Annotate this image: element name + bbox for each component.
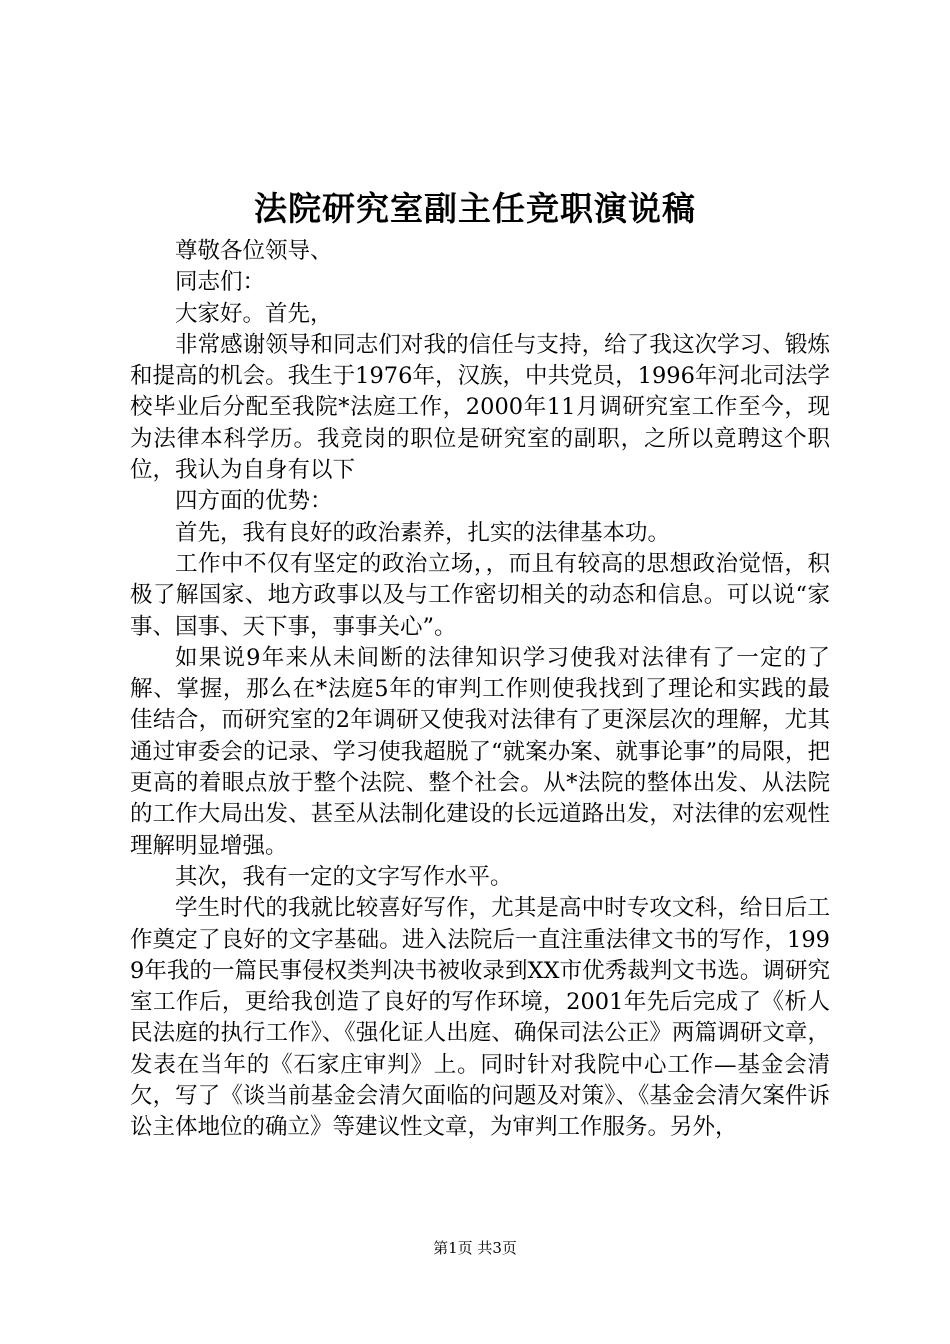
document-body [130,236,830,1144]
page-footer: 第1页 共3页 [433,1239,517,1257]
paragraph-greeting-2: 同志们： [175,269,266,296]
paragraph-greeting-1: 尊敬各位领导、 [175,238,333,264]
paragraph-political-awareness: 工作中不仅有坚定的政治立场，，而且有较高的思想政治觉悟，积极了解国家、地方政事以及与工作密切相关的动态和信息。可以说“家事、国事、天下事，事事关心”。 [130,550,830,640]
paragraph-advantages-heading: 四方面的优势： [175,488,333,515]
document-title: 法院研究室副主任竞职演说稿 [254,189,696,228]
paragraph-writing-experience: 学生时代的我就比较喜好写作，尤其是高中时专攻文科，给日后工作奠定了良好的文字基础。进入法院后一直注重法律文书的写作，1999年我的一篇民事侵权类判决书被收录到XX市优秀裁判文书选。调研究室工作后，更给我创造了良好的写作环境，2001年先后完成了《析人民法庭的执行工作》、《强化证人出庭、确保司法公正》两篇调研文章，发表在当年的《石家庄审判》上。同时针对我院中心工作—基金会清欠，写了《谈当前基金会清欠面临的问题及对策》、《基金会清欠案件诉讼主体地位的确立》等建议性文章，为审判工作服务。另外， [130,895,830,1141]
paragraph-greeting-3: 大家好。首先， [175,300,333,327]
paragraph-introduction: 非常感谢领导和同志们对我的信任与支持，给了我这次学习、锻炼和提高的机会。我生于1976年，汉族，中共党员，1996年河北司法学校毕业后分配至我院*法庭工作，2000年11月调研究室工作至今，现为法律本科学历。我竞岗的职位是研究室的副职，之所以竟聘这个职位，我认为自身有以下 [130,331,830,484]
paragraph-first-advantage: 首先，我有良好的政治素养，扎实的法律基本功。 [175,519,671,546]
paragraph-legal-study: 如果说9年来从未间断的法律知识学习使我对法律有了一定的了解、掌握，那么在*法庭5年的审判工作则使我找到了理论和实践的最佳结合，而研究室的2年调研又使我对法律有了更深层次的理解，尤其通过审委会的记录、学习使我超脱了“就案办案、就事论事”的局限，把更高的着眼点放于整个法院、整个社会。从*法院的整体出发、从法院的工作大局出发、甚至从法制化建设的长远道路出发，对法律的宏观性理解明显增强。 [130,644,830,859]
paragraph-second-advantage: 其次，我有一定的文字写作水平。 [175,863,513,890]
